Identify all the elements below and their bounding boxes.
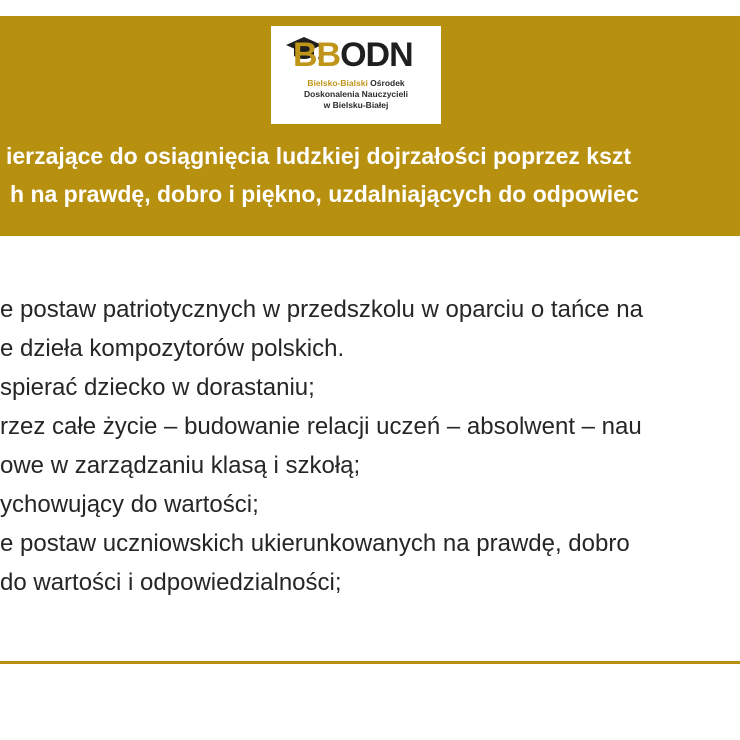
bbodn-logo [271, 26, 441, 124]
logo-sub-line-3: w Bielsku-Białej [323, 100, 389, 110]
logo-sub-line-1 [271, 78, 441, 89]
banner-heading-line-1: ierzające do osiągnięcia ludzkiej dojrzałości poprzez kszt [6, 143, 632, 169]
logo-mark-gold: BB [293, 36, 341, 74]
logo-mark-dark: ODN [340, 36, 413, 74]
banner-heading-line-2: h na prawdę, dobro i piękno, uzdalniających do odpowiec [10, 181, 639, 207]
logo-wordmark [293, 38, 413, 72]
body-line-3: spierać dziecko w dorastaniu; [0, 374, 315, 401]
body-line-1: e postaw patriotycznych w przedszkolu w oparciu o tańce na [0, 296, 643, 323]
logo-sub-line-1-dark: Ośrodek [367, 78, 405, 88]
body-line-4: rzez całe życie – budowanie relacji uczeń – absolwent – nau [0, 413, 642, 440]
logo-sub-line-1-gold: Bielsko-Bialski [307, 78, 368, 88]
body-line-6: ychowujący do wartości; [0, 491, 259, 518]
logo-subtitle [271, 78, 441, 111]
body-line-7: e postaw uczniowskich ukierunkowanych na prawdę, dobro [0, 530, 630, 557]
body-line-8: do wartości i odpowiedzialności; [0, 569, 342, 596]
logo-sub-line-2: Doskonalenia Nauczycieli [304, 89, 408, 99]
body-line-2: e dzieła kompozytorów polskich. [0, 335, 345, 362]
body-line-5: owe w zarządzaniu klasą i szkołą; [0, 452, 361, 479]
header-banner [0, 16, 740, 236]
bottom-divider [0, 661, 740, 664]
